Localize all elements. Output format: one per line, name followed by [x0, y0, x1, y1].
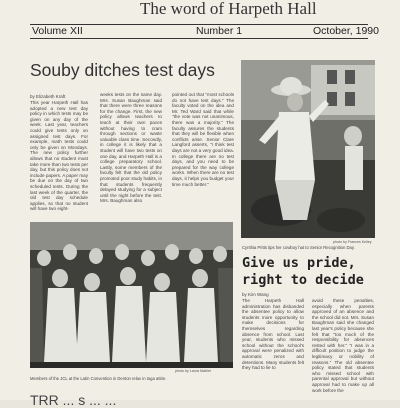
photo2-caption: Members of the JCL at the Latin Convention in Denton relax in toga attire.	[30, 376, 167, 381]
photo-cowboy-hat	[241, 60, 375, 238]
article2-headline: Give us pride, right to decide	[242, 255, 364, 288]
issue-info-bar	[30, 24, 379, 39]
article1-column-2: weeks tests on the same day. Mrs. Susan Baughman said that there were three reasons for the change. First, the new policy allows teachers to teach at their own paces without having to cram through sections or waste valuable class time. Secondly, in college it is likely that a student will have two tests on one day, and Harpeth Hall is a college preparatory school. Lastly, some members of the faculty felt that the old policy promoted poor study habits, in that students frequently delayed studying for a subject until the night before the test. Mrs. Baughman also	[100, 92, 162, 204]
article1-byline: by Elizabeth Kraft	[30, 94, 66, 99]
article2-column-2: avoid these penalties, especially when parents approved of an absence and the school did not. Mrs. Susan Baughman said she changed last year's policy because she felt that "too much of the responsibility for absences rested with her." "I was in a difficult position to judge the legitimacy or nobility of reasons." The old absentee policy stated that students who missed school with parental approval but without approval had to make up all work before the	[312, 298, 374, 393]
photo1-credit: photo by Frances Kelley	[333, 240, 372, 244]
issue-number: Number 1	[196, 25, 243, 37]
photo2-credit: photo by Laura Mather	[175, 369, 212, 373]
photo-toga-group-image	[30, 222, 233, 368]
photo-cowboy-hat-image	[241, 60, 375, 238]
article1-headline: Souby ditches test days	[30, 60, 215, 80]
article1-column-1: This year Harpeth Hall has adopted a new test day policy in which tests may be given on any day of the week. Last year, teachers could give tests only on assigned test days. For example, math tests could only be given on Mondays. The new policy further allows that no student must take more than two tests per day, but this policy does not include papers. A paper may be due on the day of two scheduled tests. During the last week of the quarter, the old test day schedule applies, so that no student will have two eight-	[30, 100, 88, 212]
issue-volume: Volume XII	[32, 25, 83, 37]
photo1-caption: Cynthia Pritts tips her cowboy hat to Senior Recognition Day.	[242, 245, 355, 250]
article2-byline: by Kim Wang	[242, 292, 269, 297]
issue-date: October, 1990	[313, 25, 379, 37]
article1-column-3: pointed out that "most schools do not have test days." The faculty voted on the idea and Mr. Ted Ward said that while "the vote was not unanimous, there was a majority." The faculty assures the students that they will be flexible when conflicts arise. Senior Clare Langford asserts, "I think test days are not a very good idea. In college there are no test days, and you need to be prepared for the way college works. When there are no test days, it helps you budget your time much better."	[172, 92, 234, 187]
masthead-tagline: The word of Harpeth Hall	[140, 0, 317, 18]
photo-toga-group	[30, 222, 233, 368]
article2-column-1: The Harpeth Hall administration has disbanded the absentee policy to allow students more opportunity to make decisions for themselves regarding absence from school. Last year, students who missed school without the school's approval were penalized with automatic zeros and detentions. Many students felt they had to lie to	[242, 298, 304, 371]
bottom-headline-fragment: TRR ... s ... ...	[30, 392, 117, 408]
masthead	[0, 0, 400, 26]
